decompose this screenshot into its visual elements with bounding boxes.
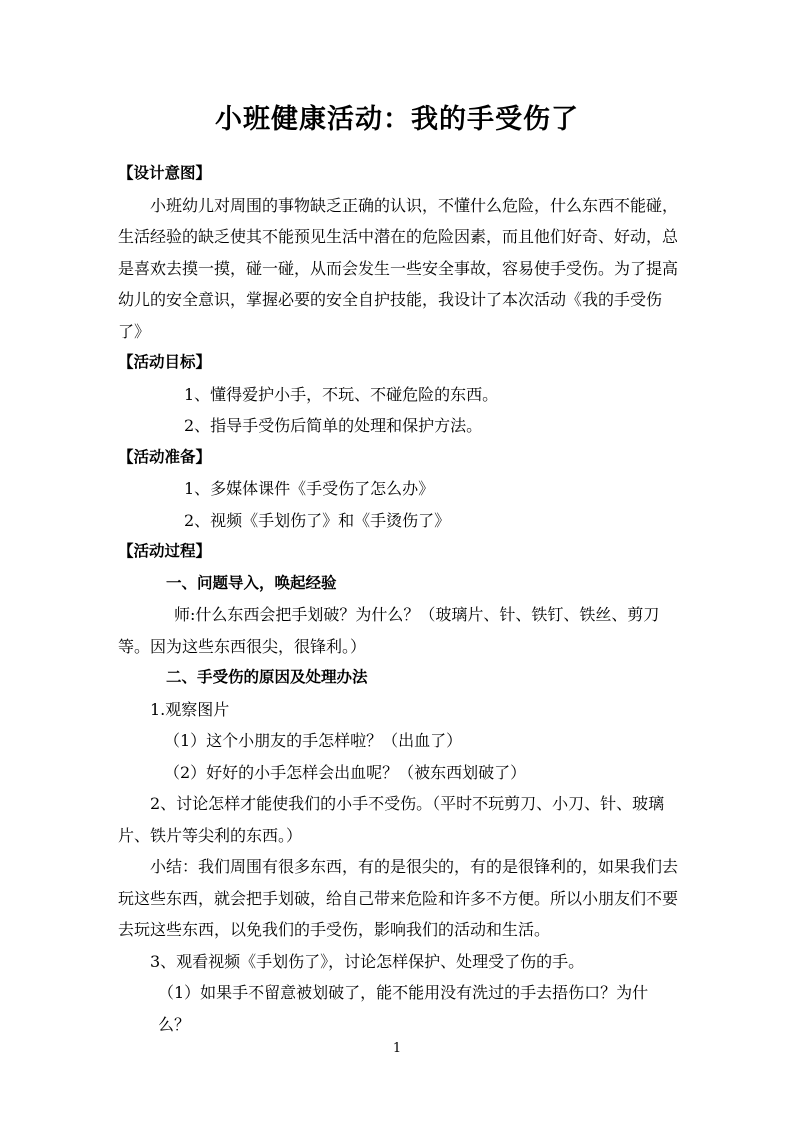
page-number: 1 <box>392 1041 402 1056</box>
process-observe: 1.观察图片 <box>150 699 230 719</box>
section-heading-goals: 【活动目标】 <box>118 353 212 371</box>
process-watch: 3、观看视频《手划伤了》，讨论怎样保护、处理受了伤的手。 <box>150 951 585 971</box>
process-part2-title: 二、手受伤的原因及处理办法 <box>166 668 368 686</box>
goal-item-1: 1、懂得爱护小手，不玩、不碰危险的东西。 <box>184 384 499 404</box>
paragraph-design-intent: 小班幼儿对周围的事物缺乏正确的认识，不懂什么危险，什么东西不能碰，生活经验的缺乏使其不能预见生活中潜在的危险因素，而且他们好奇、好动，总是喜欢去摸一摸，碰一碰，从而会发生一些安全事故，容易使手受伤。为了提高幼儿的安全意识，掌握必要的安全自护技能，我设计了本次活动《我的手受伤了》 <box>118 195 679 341</box>
process-part1-text: 师:什么东西会把手划破？为什么？（玻璃片、针、铁钉、铁丝、剪刀等。因为这些东西很尖，很锋利。） <box>118 605 660 656</box>
section-heading-process: 【活动过程】 <box>118 542 212 560</box>
process-discuss: 2、讨论怎样才能使我们的小手不受伤。（平时不玩剪刀、小刀、针、玻璃片、铁片等尖利的东西。） <box>118 794 665 845</box>
goal-item-2: 2、指导手受伤后简单的处理和保护方法。 <box>184 416 483 435</box>
process-question-3: （1）如果手不留意被划破了，能不能用没有洗过的手去捂伤口？为什么？ <box>158 983 649 1034</box>
process-question-2: （2）好好的小手怎样会出血呢？（被东西划破了） <box>164 762 527 782</box>
section-heading-preparation: 【活动准备】 <box>118 447 212 466</box>
process-part1-title: 一、问题导入，唤起经验 <box>166 573 337 592</box>
preparation-item-2: 2、视频《手划伤了》和《手烫伤了》 <box>184 510 451 530</box>
process-question-1: （1）这个小朋友的手怎样啦？（出血了） <box>164 731 463 750</box>
page-title: 小班健康活动：我的手受伤了 <box>215 104 579 135</box>
section-heading-design-intent: 【设计意图】 <box>118 164 212 182</box>
preparation-item-1: 1、多媒体课件《手受伤了怎么办》 <box>184 479 435 498</box>
process-summary: 小结：我们周围有很多东西，有的是很尖的，有的是很锋利的，如果我们去玩这些东西，就会把手划破，给自己带来危险和许多不方便。所以小朋友们不要去玩这些东西，以免我们的手受伤，影响我们的活动和生活。 <box>118 857 679 939</box>
document-body <box>118 158 678 1040</box>
